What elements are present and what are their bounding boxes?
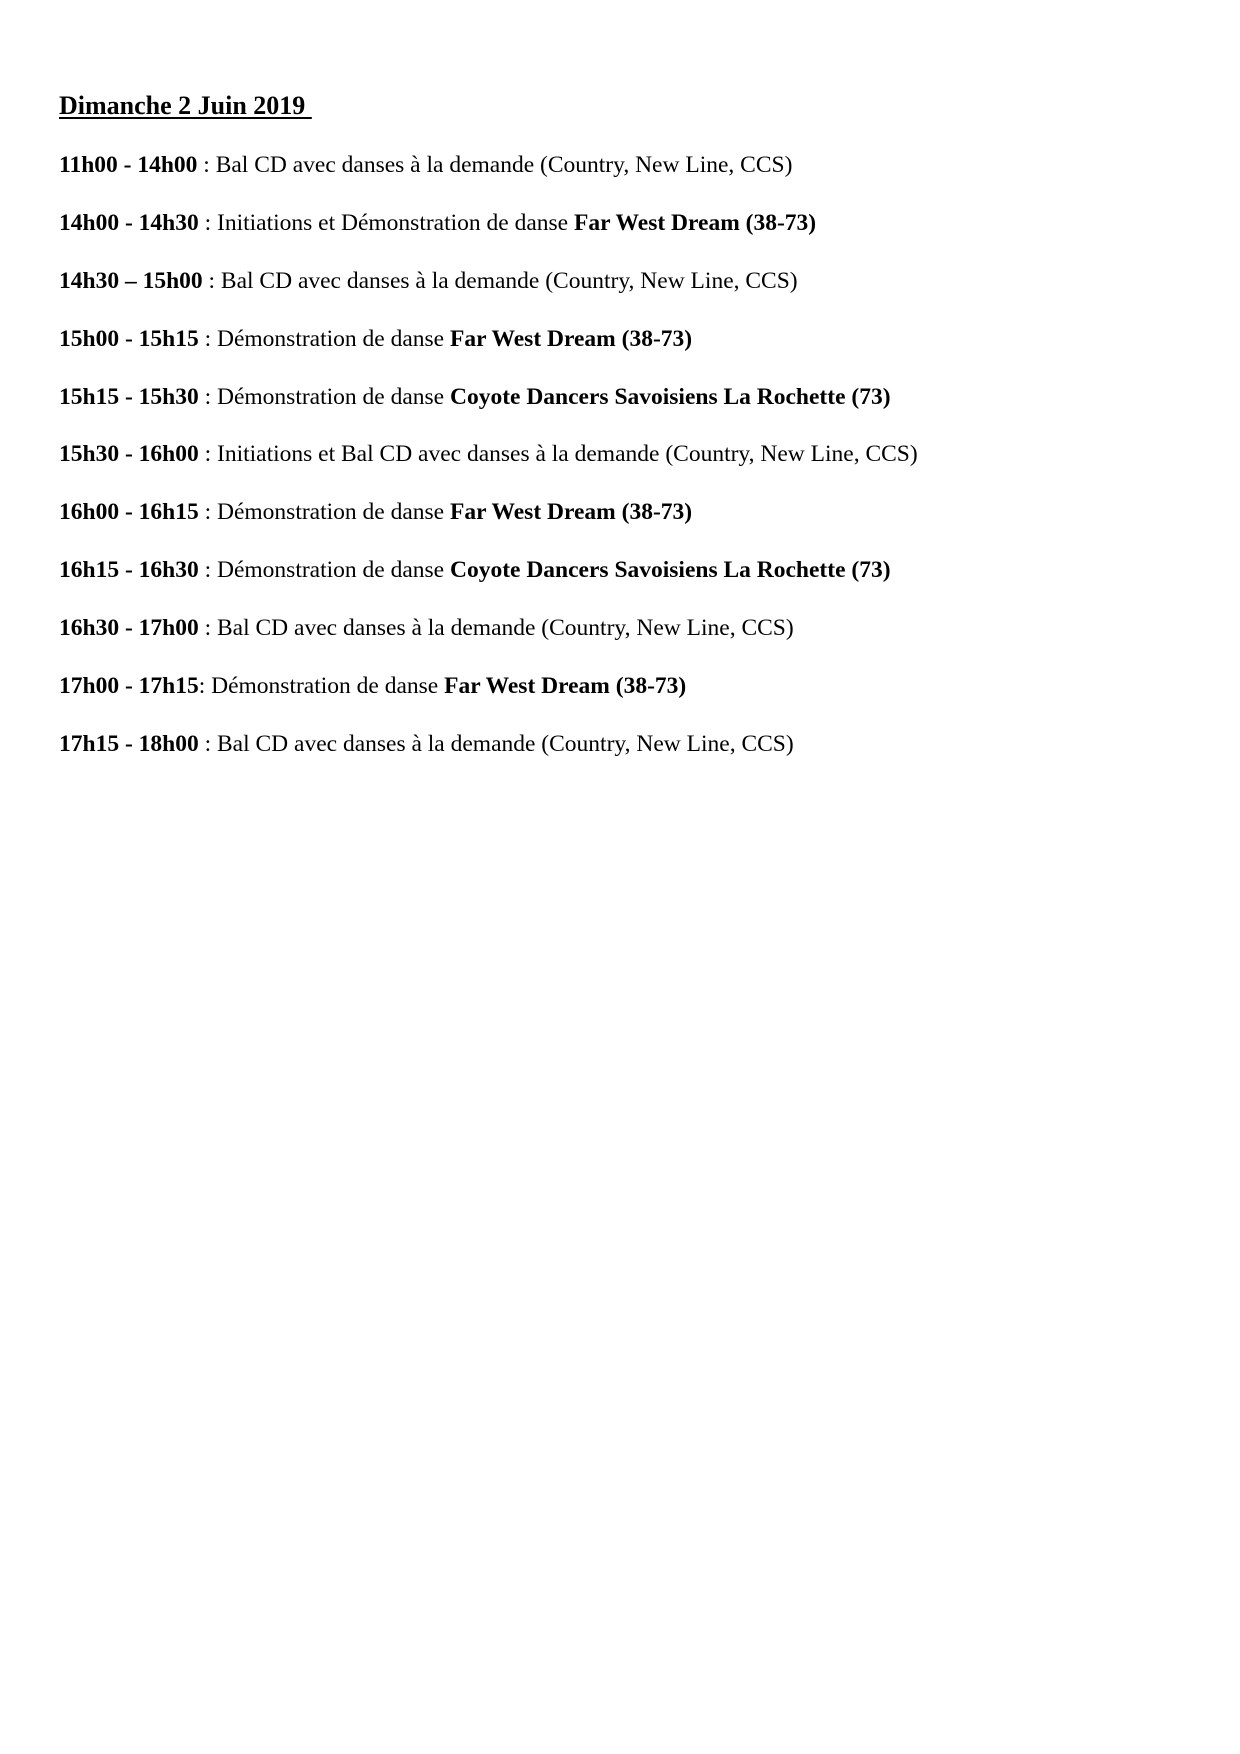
entry-group-name: Far West Dream (38-73) (449, 499, 693, 526)
schedule-entry (59, 613, 918, 671)
schedule-list (59, 150, 918, 787)
entry-time: 15h30 - 16h00 (59, 441, 199, 468)
entry-description: Bal CD avec danses à la demande (Country, New Line, CCS) (220, 267, 798, 294)
entry-time: 14h30 – 15h00 (59, 267, 203, 294)
entry-description: Bal CD avec danses à la demande (Country, New Line, CCS) (217, 615, 794, 642)
entry-description: Démonstration de danse (211, 673, 445, 700)
entry-separator: : (198, 383, 217, 410)
schedule-entry (59, 266, 918, 324)
entry-time: 15h15 - 15h30 (59, 383, 199, 410)
entry-time: 15h00 - 15h15 (59, 325, 199, 352)
entry-description: Bal CD avec danses à la demande (Country, New Line, CCS) (217, 730, 794, 757)
schedule-entry (59, 324, 918, 382)
entry-time: 17h00 - 17h15 (59, 673, 199, 700)
entry-separator: : (198, 615, 217, 642)
entry-description: Bal CD avec danses à la demande (Country, New Line, CCS) (215, 152, 793, 178)
entry-group-name: Coyote Dancers Savoisiens La Rochette (73) (449, 557, 891, 584)
entry-separator: : (198, 209, 217, 236)
entry-description: Démonstration de danse (217, 383, 450, 410)
schedule-entry (59, 671, 918, 729)
entry-separator: : (202, 267, 221, 294)
schedule-entry (59, 555, 918, 613)
entry-separator: : (198, 673, 212, 700)
schedule-entry (59, 497, 918, 555)
entry-group-name: Far West Dream (38-73) (444, 673, 687, 700)
entry-group-name: Far West Dream (38-73) (574, 209, 817, 236)
schedule-entry (59, 729, 918, 787)
entry-time: 14h00 - 14h30 (59, 209, 199, 236)
entry-description: Démonstration de danse (217, 499, 450, 526)
entry-separator: : (198, 730, 217, 757)
entry-separator: : (198, 325, 217, 352)
schedule-entry (59, 439, 918, 497)
entry-description: Initiations et Bal CD avec danses à la demande (Country, New Line, CCS) (217, 441, 918, 468)
entry-group-name: Coyote Dancers Savoisiens La Rochette (73) (449, 383, 891, 410)
entry-time: 11h00 - 14h00 (59, 152, 198, 178)
entry-separator: : (198, 441, 217, 468)
entry-description: Initiations et Démonstration de danse (217, 209, 574, 236)
entry-description: Démonstration de danse (217, 325, 450, 352)
entry-group-name: Far West Dream (38-73) (449, 325, 693, 352)
entry-separator: : (198, 499, 217, 526)
schedule-entry (59, 150, 918, 208)
entry-description: Démonstration de danse (217, 557, 450, 584)
entry-time: 16h00 - 16h15 (59, 499, 199, 526)
entry-time: 17h15 - 18h00 (59, 730, 199, 757)
entry-time: 16h15 - 16h30 (59, 557, 199, 584)
entry-time: 16h30 - 17h00 (59, 615, 199, 642)
schedule-entry (59, 208, 918, 266)
entry-separator: : (197, 152, 216, 178)
page-title: Dimanche 2 Juin 2019 (59, 91, 312, 120)
entry-separator: : (198, 557, 217, 584)
schedule-entry (59, 382, 918, 440)
